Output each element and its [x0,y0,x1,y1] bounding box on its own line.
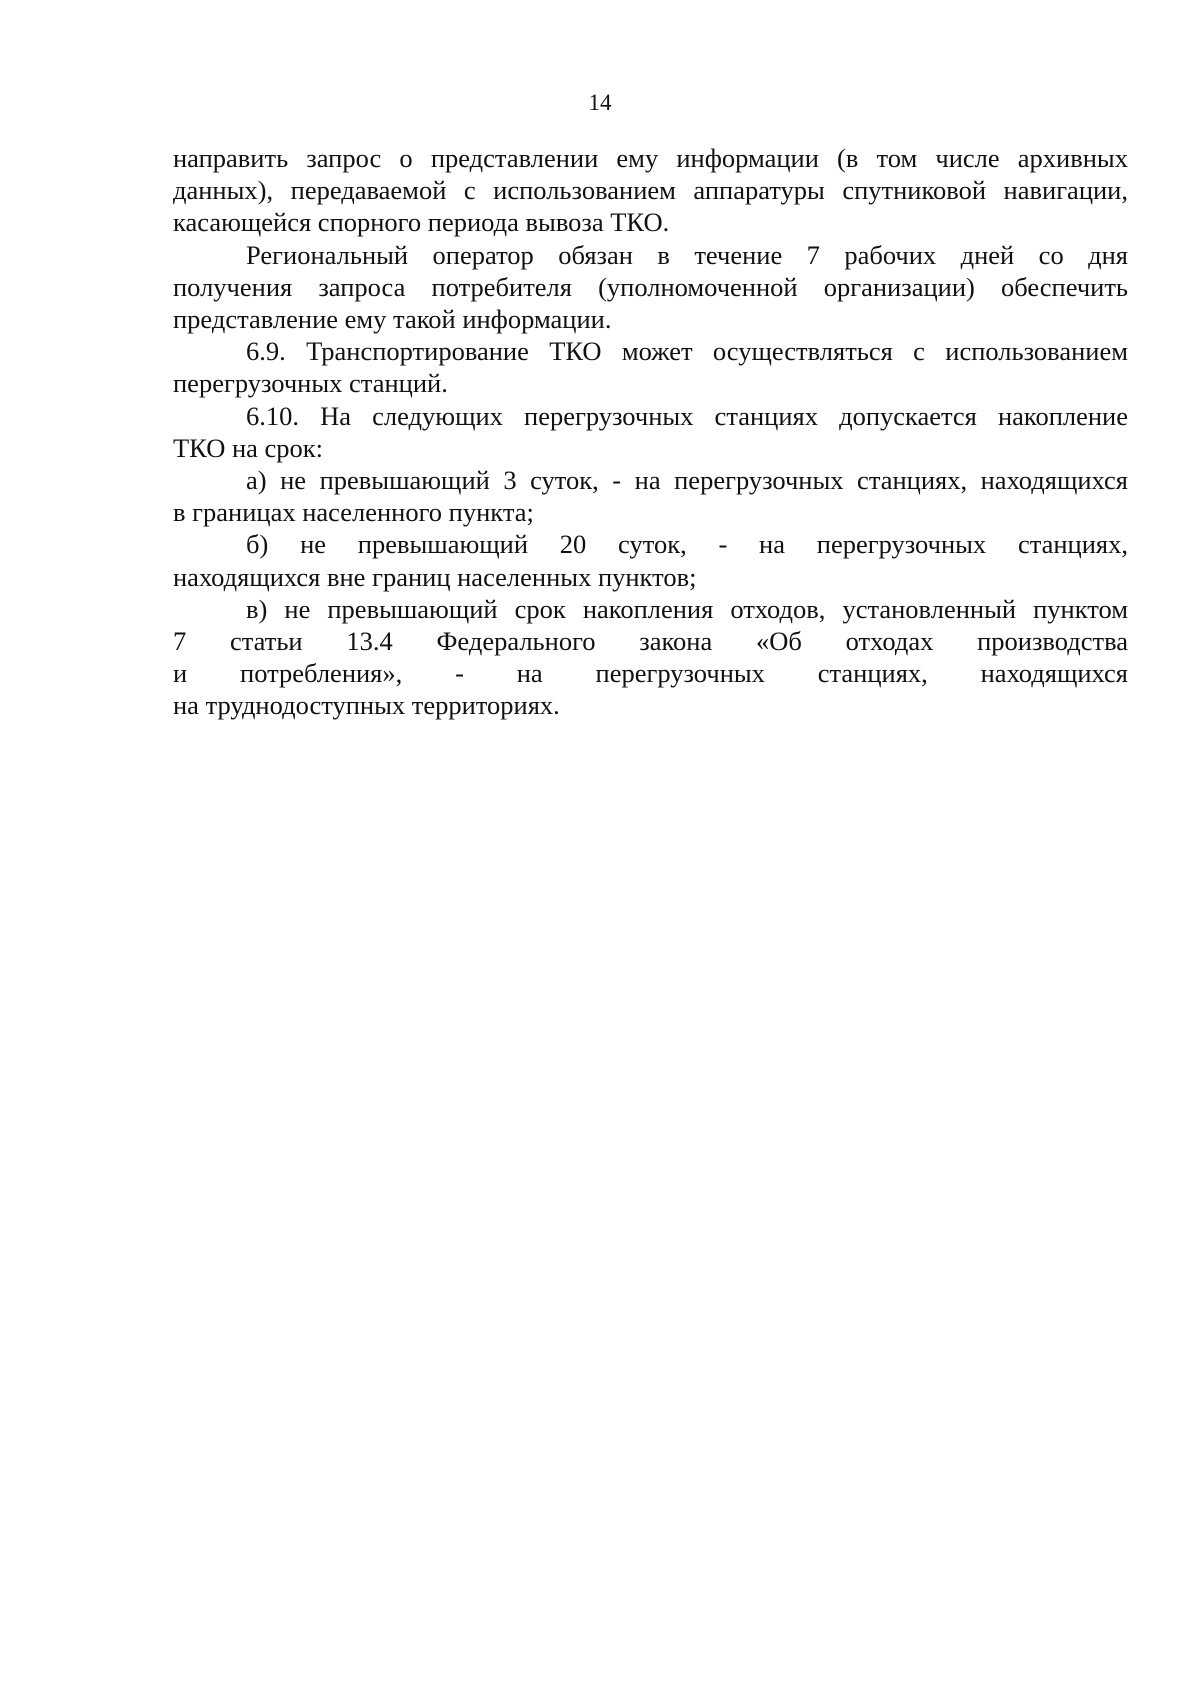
paragraph-6-9 [173,335,1128,399]
text-line: ТКО на срок: [173,432,324,463]
text-line: на труднодоступных территориях. [173,690,560,721]
text-line: б) не превышающий 20 суток, - на перегрузочных станциях, [246,529,1128,560]
text-line: данных), передаваемой с использованием аппаратуры спутниковой навигации, [173,175,1128,206]
paragraph-operator-obligation [173,239,1128,336]
paragraph-request-info [173,142,1128,239]
text-line: в границах населенного пункта; [173,497,534,528]
list-item-v [173,593,1128,722]
list-item-b [173,528,1128,592]
text-line: представление ему такой информации. [173,304,612,335]
text-line: 6.9. Транспортирование ТКО может осуществляться с использованием [246,336,1128,367]
text-line: в) не превышающий срок накопления отходов, установленный пунктом [246,593,1128,624]
text-line: 6.10. На следующих перегрузочных станциях допускается накопление [246,400,1128,431]
text-line: перегрузочных станций. [173,368,448,399]
text-line: касающейся спорного периода вывоза ТКО. [173,207,670,238]
text-line: а) не превышающий 3 суток, - на перегрузочных станциях, находящихся [246,465,1128,496]
text-line: 7 статьи 13.4 Федерального закона «Об отходах производства [173,626,1128,657]
text-line: получения запроса потребителя (уполномоченной организации) обеспечить [173,271,1128,302]
text-line: Региональный оператор обязан в течение 7 рабочих дней со дня [246,239,1128,270]
document-body [173,142,1128,722]
paragraph-6-10 [173,400,1128,464]
text-line: и потребления», - на перегрузочных станциях, находящихся [173,658,1128,689]
text-line: находящихся вне границ населенных пунктов; [173,561,697,592]
text-line: направить запрос о представлении ему информации (в том числе архивных [173,143,1128,173]
page-number: 14 [588,90,612,115]
list-item-a [173,464,1128,528]
